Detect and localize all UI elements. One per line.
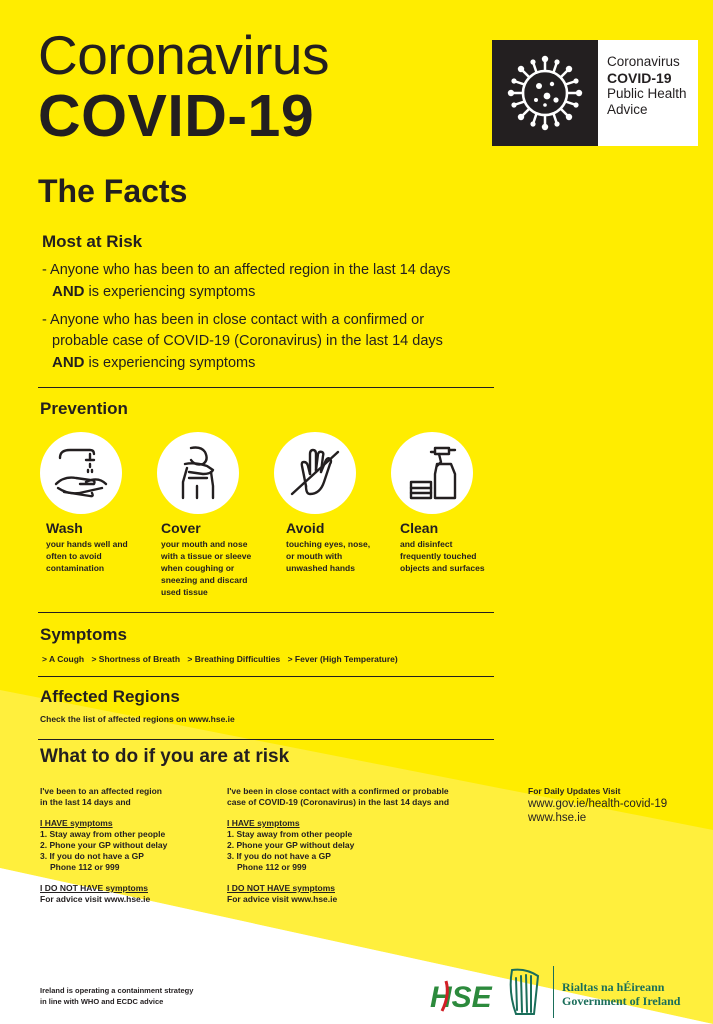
- prevention-wash-title: Wash: [46, 520, 83, 536]
- divider: [38, 612, 494, 613]
- prevention-avoid-desc: [286, 538, 386, 574]
- hand-wash-icon: [40, 432, 122, 514]
- risk-bullet-2-line-2: probable case of COVID-19 (Coronavirus) in the last 14 days: [52, 333, 443, 349]
- avoid-desc-line: or mouth with: [286, 551, 343, 561]
- risk-bullet-2: [42, 310, 492, 374]
- risk-bullet-2-line-3: [42, 352, 492, 374]
- step: 3. If you do not have a GP: [227, 851, 331, 861]
- wash-desc-line: often to avoid: [46, 551, 102, 561]
- step: 2. Phone your GP without delay: [40, 840, 168, 850]
- affected-regions-text: Check the list of affected regions on www.hse.ie: [40, 714, 235, 724]
- no-symptoms-label: I DO NOT HAVE symptoms: [227, 883, 335, 893]
- public-health-badge: [492, 40, 698, 146]
- symptoms-list: [42, 654, 403, 664]
- step: 1. Stay away from other people: [40, 829, 166, 839]
- divider: [38, 676, 494, 677]
- risk-bullet-2-line-1: - Anyone who has been in close contact with a confirmed or: [42, 312, 425, 328]
- most-at-risk-heading: Most at Risk: [42, 232, 143, 251]
- divider: [38, 387, 494, 388]
- avoid-desc-line: touching eyes, nose,: [286, 539, 371, 549]
- no-symptoms-label: I DO NOT HAVE symptoms: [40, 883, 148, 893]
- risk-bullet-1-line-2: [42, 281, 492, 303]
- symptom-item: > Fever (High Temperature): [287, 654, 398, 664]
- cover-desc-line: used tissue: [161, 587, 208, 597]
- column-heading: I've been in close contact with a confirmed or probable: [227, 786, 449, 796]
- no-touch-hand-icon: [274, 432, 356, 514]
- daily-updates-label: For Daily Updates Visit: [528, 786, 621, 796]
- clean-desc-line: frequently touched: [400, 551, 477, 561]
- wash-desc-line: your hands well and: [46, 539, 128, 549]
- advice-text: For advice visit www.hse.ie: [40, 894, 151, 904]
- government-of-ireland-logo: [562, 980, 680, 1008]
- harp-emblem-icon: [504, 966, 546, 1018]
- symptom-item: > Shortness of Breath: [91, 654, 181, 664]
- risk-bullet-1-tail: is experiencing symptoms: [88, 284, 256, 300]
- badge-line-1: Coronavirus: [607, 54, 680, 69]
- what-to-do-heading: What to do if you are at risk: [40, 746, 290, 767]
- risk-bullet-1-and: AND: [52, 283, 85, 300]
- title-covid: COVID-19: [38, 83, 315, 149]
- daily-updates: [528, 786, 667, 825]
- government-divider: [553, 966, 554, 1018]
- cover-desc-line: with a tissue or sleeve: [161, 551, 252, 561]
- risk-bullet-2-and: AND: [52, 354, 85, 371]
- prevention-avoid-title: Avoid: [286, 520, 325, 536]
- spray-bottle-icon: [391, 432, 473, 514]
- column-heading: I've been to an affected region: [40, 786, 162, 796]
- risk-bullet-2-tail: is experiencing symptoms: [88, 355, 256, 371]
- risk-bullet-1: [42, 260, 492, 303]
- what-to-do-column-travel: [40, 786, 167, 905]
- title-coronavirus: Coronavirus: [38, 24, 330, 86]
- containment-note: [40, 985, 193, 1007]
- hse-logo-text: HSE: [430, 981, 492, 1014]
- gov-link[interactable]: www.gov.ie/health-covid-19: [528, 798, 668, 810]
- symptoms-heading: Symptoms: [40, 625, 127, 644]
- step: 1. Stay away from other people: [227, 829, 353, 839]
- hse-link[interactable]: www.hse.ie: [528, 812, 587, 824]
- wash-desc-line: contamination: [46, 563, 105, 573]
- cough-cover-icon: [157, 432, 239, 514]
- have-symptoms-label: I HAVE symptoms: [40, 818, 113, 828]
- avoid-desc-line: unwashed hands: [286, 563, 355, 573]
- divider: [38, 739, 494, 740]
- step: 3. If you do not have a GP: [40, 851, 144, 861]
- cover-desc-line: when coughing or: [161, 563, 235, 573]
- column-heading: in the last 14 days and: [40, 797, 131, 807]
- step: Phone 112 or 999: [237, 862, 307, 872]
- prevention-clean-title: Clean: [400, 520, 439, 536]
- virus-icon: [492, 40, 598, 146]
- what-to-do-column-contact: [227, 786, 449, 905]
- containment-note-line: in line with WHO and ECDC advice: [40, 997, 164, 1006]
- prevention-wash-desc: [46, 538, 146, 574]
- gov-logo-irish: Rialtas na hÉireann: [562, 980, 665, 994]
- badge-line-4: Advice: [607, 102, 648, 117]
- column-heading: case of COVID-19 (Coronavirus) in the last 14 days and: [227, 797, 450, 807]
- symptom-item: > Breathing Difficulties: [187, 654, 281, 664]
- containment-note-line: Ireland is operating a containment strategy: [40, 986, 194, 995]
- badge-line-2: COVID-19: [607, 70, 672, 86]
- cover-desc-line: sneezing and discard: [161, 575, 248, 585]
- advice-text: For advice visit www.hse.ie: [227, 894, 338, 904]
- symptom-item: > A Cough: [42, 654, 85, 664]
- title-the-facts: The Facts: [38, 173, 188, 209]
- badge-line-3: Public Health: [607, 86, 687, 101]
- badge-text: [598, 40, 687, 146]
- gov-logo-english: Government of Ireland: [562, 994, 681, 1008]
- prevention-cover-title: Cover: [161, 520, 201, 536]
- step: Phone 112 or 999: [50, 862, 120, 872]
- step: 2. Phone your GP without delay: [227, 840, 355, 850]
- prevention-clean-desc: [400, 538, 500, 574]
- affected-regions-heading: Affected Regions: [40, 687, 180, 706]
- clean-desc-line: and disinfect: [400, 539, 453, 549]
- risk-bullet-1-line-1: - Anyone who has been to an affected region in the last 14 days: [42, 262, 451, 278]
- prevention-heading: Prevention: [40, 399, 128, 418]
- prevention-cover-desc: [161, 538, 261, 598]
- clean-desc-line: objects and surfaces: [400, 563, 485, 573]
- hse-logo: [428, 975, 492, 1017]
- have-symptoms-label: I HAVE symptoms: [227, 818, 300, 828]
- cover-desc-line: your mouth and nose: [161, 539, 248, 549]
